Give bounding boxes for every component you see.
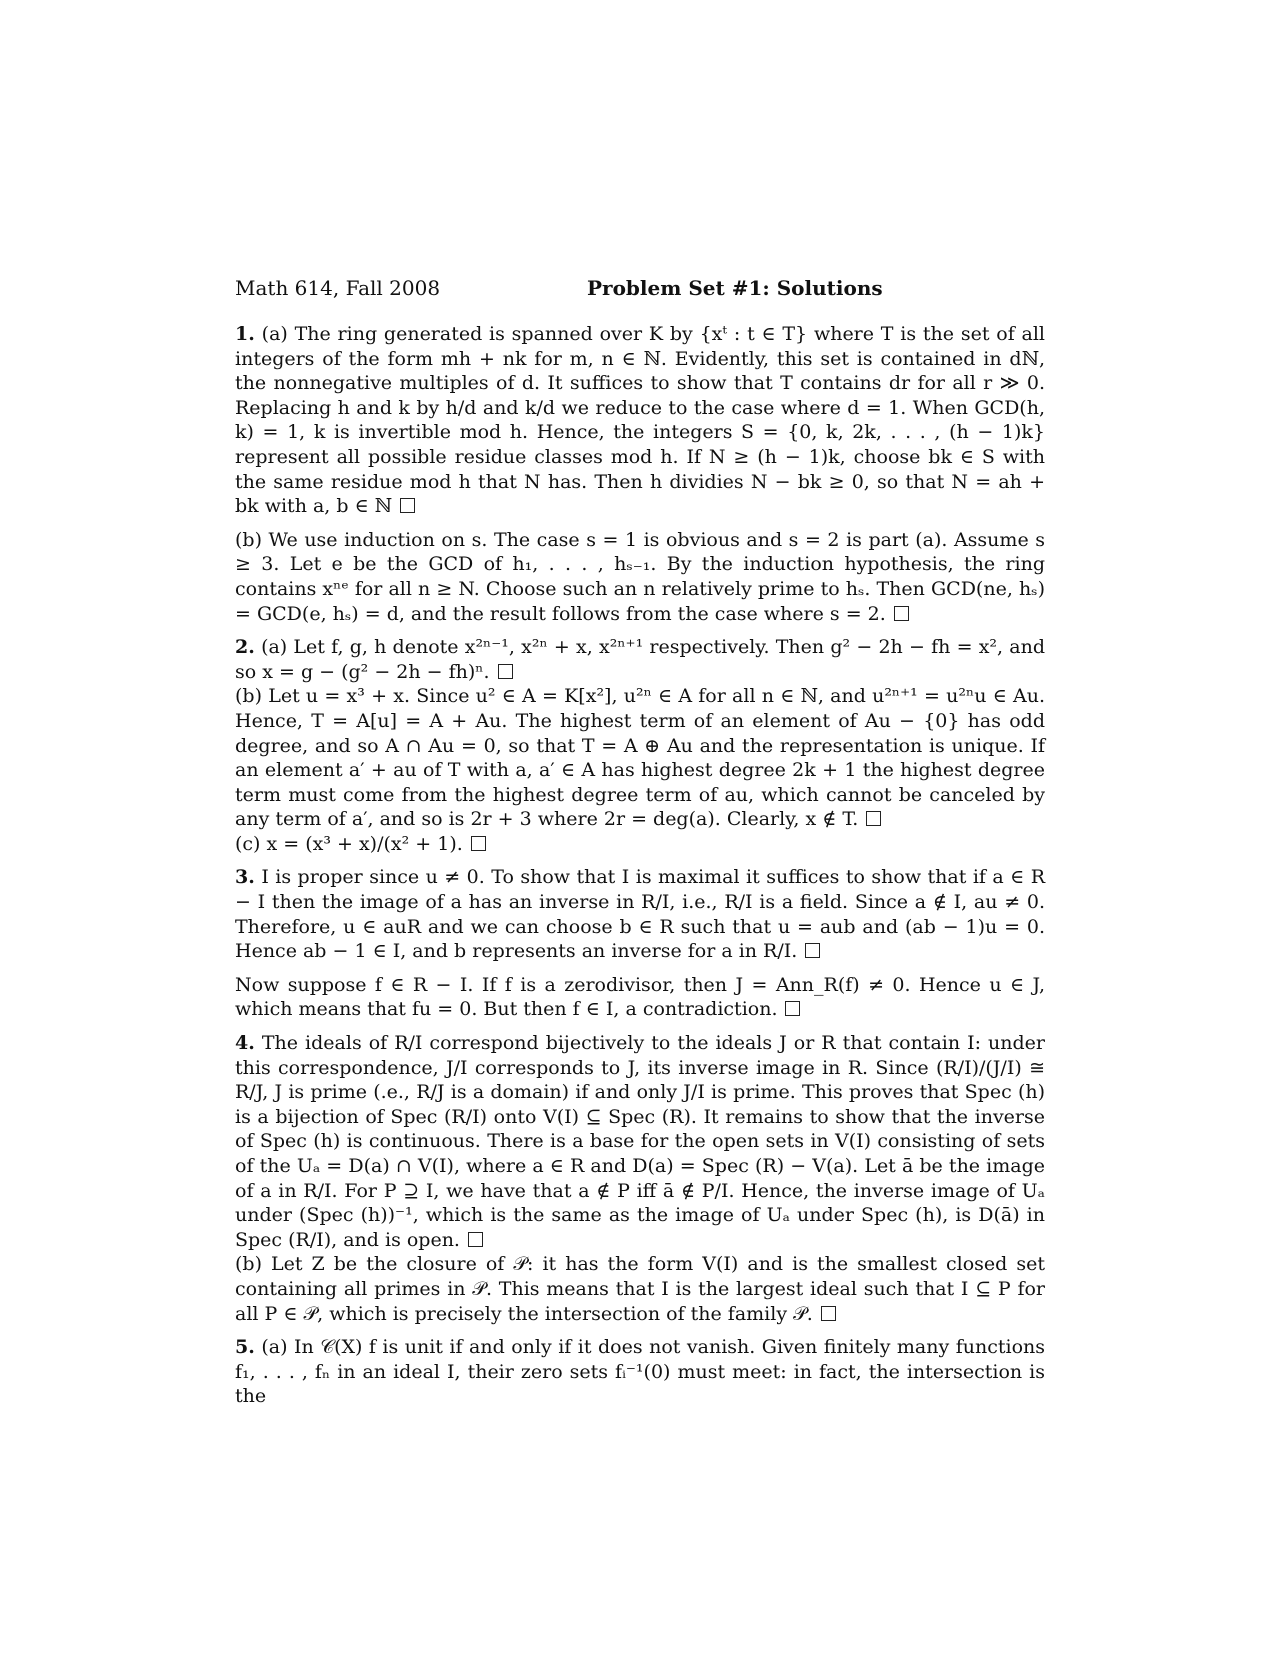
problem-2-part-c: [235, 832, 1045, 857]
problem-3-paragraph-2: [235, 973, 1045, 1022]
problem-4-part-a: [235, 1031, 1045, 1252]
problem-number: 1.: [235, 323, 255, 345]
paragraph-text: (b) Let u = x³ + x. Since u² ∈ A = K[x²], u²ⁿ ∈ A for all n ∈ ℕ, and u²ⁿ⁺¹ = u²ⁿu ∈ Au. Hence, T = A[u] = A + Au. The highest term of an element of Au − {0} has odd degree, and so A ∩ Au = 0, so that T = A ⊕ Au and the representation is unique. If an element a′ + au of T with a, a′ ∈ A has highest degree 2k + 1 the highest degree term must come from the highest degree term of au, which cannot be canceled by any term of a′, and so is 2r + 3 where 2r = deg(a). Clearly, x ∉ T.: [235, 685, 1045, 831]
paragraph-text: (a) In 𝒞(X) f is unit if and only if it does not vanish. Given finitely many functions f₁, . . . , fₙ in an ideal I, their zero sets fᵢ⁻¹(0) must meet: in fact, the intersection is the: [235, 1336, 1046, 1408]
problem-number: 4.: [235, 1032, 255, 1055]
paragraph-text: I is proper since u ≠ 0. To show that I is maximal it suffices to show that if a ∈ R − I then the image of a has an inverse in R/I, i.e., R/I is a field. Since a ∉ I, au ≠ 0. Therefore, u ∈ auR and we can choose b ∈ R such that u = aub and (ab − 1)u = 0. Hence ab − 1 ∈ I, and b represents an inverse for a in R/I.: [235, 866, 1046, 963]
problem-2-part-a: [235, 635, 1045, 684]
qed-square-icon: [821, 1306, 836, 1321]
qed-square-icon: [894, 606, 909, 621]
problem-number: 3.: [235, 866, 255, 889]
qed-square-icon: [400, 498, 415, 513]
qed-square-icon: [498, 664, 513, 679]
problem-2-part-b: [235, 684, 1045, 832]
course-label: Math 614, Fall 2008: [235, 276, 441, 300]
solutions-body: [235, 322, 1045, 1418]
problem-1-part-b: [235, 528, 1045, 626]
problem-5-part-a: [235, 1335, 1045, 1409]
page-header: [235, 273, 1045, 303]
problem-number: 2.: [235, 636, 255, 659]
paragraph-text: (b) Let Z be the closure of 𝒫: it has the form V(I) and is the smallest closed set containing all primes in 𝒫. This means that I is the largest ideal such that I ⊆ P for all P ∈ 𝒫, which is precisely the intersection of the family 𝒫.: [235, 1253, 1045, 1325]
paragraph-text: (b) We use induction on s. The case s = 1 is obvious and s = 2 is part (a). Assume s ≥ 3. Let e be the GCD of h₁, . . . , hₛ₋₁. By the induction hypothesis, the ring contains xⁿᵉ for all n ≥ N. Choose such an n relatively prime to hₛ. Then GCD(ne, hₛ) = GCD(e, hₛ) = d, and the result follows from the case where s = 2.: [235, 528, 1045, 625]
qed-square-icon: [471, 836, 486, 851]
paragraph-text: (c) x = (x³ + x)/(x² + 1).: [235, 832, 463, 855]
problem-3-paragraph-1: [235, 865, 1045, 963]
problem-number: 5.: [235, 1336, 255, 1359]
qed-square-icon: [785, 1001, 800, 1016]
paragraph-text: Now suppose f ∈ R − I. If f is a zerodivisor, then J = Ann_R(f) ≠ 0. Hence u ∈ J, which means that fu = 0. But then f ∈ I, a contradiction.: [235, 973, 1045, 1021]
paragraph-text: (a) Let f, g, h denote x²ⁿ⁻¹, x²ⁿ + x, x²ⁿ⁺¹ respectively. Then g² − 2h − fh = x², and so x = g − (g² − 2h − fh)ⁿ.: [235, 636, 1045, 683]
page-title: Problem Set #1: Solutions: [587, 276, 883, 300]
paragraph-text: The ideals of R/I correspond bijectively to the ideals J or R that contain I: under this correspondence, J/I corresponds to J, its inverse image in R. Since (R/I)/(J/I) ≅ R/J, J is prime (.e., R/J is a domain) if and only J/I is prime. This proves that Spec (h) is a bijection of Spec (R/I) onto V(I) ⊆ Spec (R). It remains to show that the inverse of Spec (h) is continuous. There is a base for the open sets in V(I) consisting of sets of the Uₐ = D(a) ∩ V(I), where a ∈ R and D(a) = Spec (R) − V(a). Let ā be the image of a in R/I. For P ⊇ I, we have that a ∉ P iff ā ∉ P/I. Hence, the inverse image of Uₐ under (Spec (h))⁻¹, which is the same as the image of Uₐ under Spec (h), is D(ā) in Spec (R/I), and is open.: [235, 1032, 1045, 1251]
qed-square-icon: [805, 943, 820, 958]
paragraph-text: (a) The ring generated is spanned over K by {xᵗ : t ∈ T} where T is the set of all integers of the form mh + nk for m, n ∈ ℕ. Evidently, this set is contained in dℕ, the nonnegative multiples of d. It suffices to show that T contains dr for all r ≫ 0. Replacing h and k by h/d and k/d we reduce to the case where d = 1. When GCD(h, k) = 1, k is invertible mod h. Hence, the integers S = {0, k, 2k, . . . , (h − 1)k} represent all possible residue classes mod h. If N ≥ (h − 1)k, choose bk ∈ S with the same residue mod h that N has. Then h dividies N − bk ≥ 0, so that N = ah + bk with a, b ∈ ℕ: [235, 323, 1046, 518]
qed-square-icon: [468, 1232, 483, 1247]
problem-1-part-a: [235, 322, 1045, 519]
qed-square-icon: [866, 811, 881, 826]
problem-4-part-b: [235, 1252, 1045, 1326]
